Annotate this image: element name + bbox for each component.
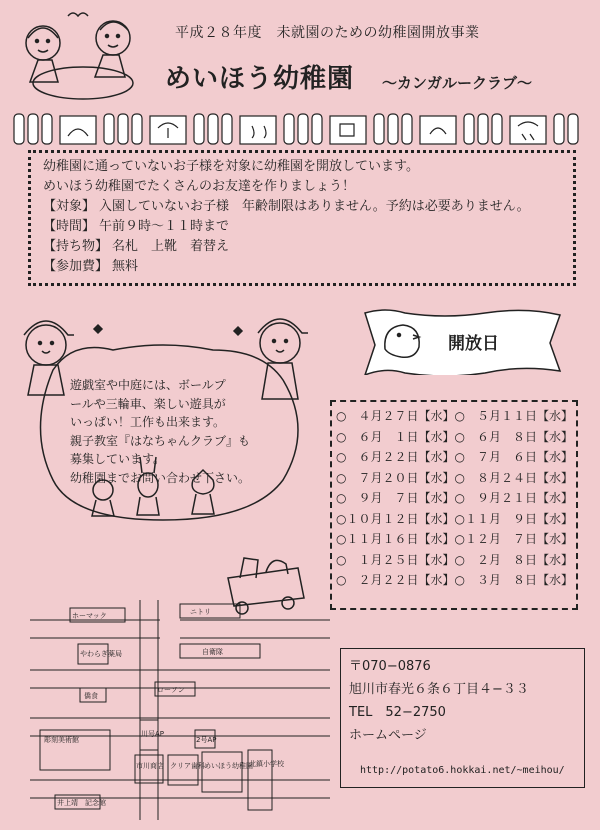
schedule-row bbox=[336, 406, 572, 427]
open-days-label: 開放日 bbox=[448, 334, 499, 354]
intro-line-2: めいほう幼稚園でたくさんのお友達を作りましょう！ bbox=[43, 179, 356, 194]
schedule-row bbox=[336, 550, 572, 571]
fee-value: 無料 bbox=[112, 259, 139, 274]
map-label: ニトリ bbox=[190, 608, 211, 616]
balloon-line: 遊戯室や中庭には、ボールプ bbox=[70, 378, 226, 392]
schedule-date: ○ ７月２０日【水】 bbox=[336, 470, 455, 485]
target-row bbox=[43, 197, 561, 217]
map-label: クリア歯科 bbox=[170, 762, 205, 770]
schedule-date: ○ ９月 ７日【水】 bbox=[336, 491, 455, 505]
postal-code: 〒070−0876 bbox=[349, 659, 431, 674]
map-label: 2号AP bbox=[196, 736, 217, 744]
map-label: やわらぎ薬局 bbox=[80, 650, 122, 658]
map-label: 井上靖 記念館 bbox=[57, 799, 106, 807]
map-label: 僑食 bbox=[84, 692, 98, 700]
map-label: ホーマック bbox=[72, 612, 107, 620]
schedule-date: ○ ４月２７日【水】 bbox=[336, 409, 455, 423]
schedule-row bbox=[336, 509, 572, 530]
schedule-date: ○ ２月 ８日【水】 bbox=[454, 552, 573, 567]
schedule-date: ○ ７月 ６日【水】 bbox=[454, 450, 573, 464]
balloon-line: いっぱい！工作も出来ます。 bbox=[70, 415, 226, 429]
street-address: 旭川市春光６条６丁目４−３３ bbox=[349, 682, 529, 697]
map-label: 自衛隊 bbox=[202, 648, 223, 656]
club-name: ～カンガルークラブ～ bbox=[382, 74, 533, 92]
fee-label: 【参加費】 bbox=[43, 259, 109, 274]
items-row bbox=[43, 237, 561, 257]
time-label: 【時間】 bbox=[43, 219, 96, 234]
schedule-row bbox=[336, 529, 572, 550]
items-value: 名札 上靴 着替え bbox=[112, 239, 230, 254]
homepage-label: ホームページ bbox=[349, 728, 427, 743]
schedule-date: ○ ８月２４日【水】 bbox=[454, 470, 573, 485]
schedule-date: ○１０月１２日【水】 bbox=[336, 511, 455, 526]
schedule-row bbox=[336, 468, 572, 489]
map-label: ローソン bbox=[157, 686, 185, 694]
intro-line-1: 幼稚園に通っていないお子様を対象に幼稚園を開放しています。 bbox=[43, 159, 419, 174]
schedule-date: ○ １月２５日【水】 bbox=[336, 552, 455, 567]
schedule-date: ○１１月１６日【水】 bbox=[336, 532, 455, 546]
info-box bbox=[28, 150, 576, 286]
map-label: 市川商店 bbox=[136, 762, 164, 770]
telephone: TEL 52−2750 bbox=[349, 705, 446, 720]
schedule-row bbox=[336, 447, 572, 468]
children-illustration bbox=[8, 8, 158, 100]
schedule-row bbox=[336, 427, 572, 448]
schedule-date: ○１１月 ９日【水】 bbox=[454, 511, 573, 526]
homepage-url[interactable]: http://potato6.hokkai.net/~meihou/ bbox=[360, 765, 565, 776]
items-label: 【持ち物】 bbox=[43, 239, 109, 254]
schedule-date: ○ ９月２１日【水】 bbox=[454, 491, 573, 505]
map-label: 北鎮小学校 bbox=[249, 760, 284, 768]
schedule-row bbox=[336, 488, 572, 509]
open-days-schedule bbox=[330, 400, 578, 610]
balloon-line: 幼稚園までお問い合わせ下さい。 bbox=[70, 470, 251, 485]
map-label: 川号AP bbox=[141, 730, 165, 738]
map-label: めいほう幼稚園 bbox=[204, 762, 253, 770]
page-subtitle: 平成２８年度 未就園のための幼稚園開放事業 bbox=[175, 25, 480, 41]
schedule-date: ○１２月 ７日【水】 bbox=[454, 532, 573, 546]
balloon-line: 募集しています。 bbox=[70, 452, 166, 466]
time-value: 午前９時～１１時まで bbox=[99, 219, 230, 234]
target-label: 【対象】 bbox=[43, 199, 96, 214]
balloon-line: 親子教室『はなちゃんクラブ』も bbox=[70, 433, 251, 448]
map-label: 彫刻美術館 bbox=[44, 736, 79, 744]
fee-row bbox=[43, 257, 561, 277]
target-value: 入園していないお子様 年齢制限はありません。予約は必要ありません。 bbox=[99, 199, 530, 214]
schedule-date: ○ ３月 ８日【水】 bbox=[454, 573, 573, 587]
access-map bbox=[30, 600, 330, 820]
balloon-line: ールや三輪車、楽しい遊具が bbox=[70, 396, 226, 411]
schedule-date: ○ ２月２２日【水】 bbox=[336, 573, 455, 587]
schedule-row bbox=[336, 570, 572, 591]
page-title: めいほう幼稚園 bbox=[165, 64, 355, 94]
schedule-date: ○ ６月 ８日【水】 bbox=[454, 429, 573, 444]
time-row bbox=[43, 217, 561, 237]
schedule-date: ○ ５月１１日【水】 bbox=[454, 409, 573, 423]
decorative-border-row bbox=[12, 110, 588, 148]
schedule-date: ○ ６月２２日【水】 bbox=[336, 450, 455, 464]
balloon-text bbox=[70, 376, 270, 487]
schedule-date: ○ ６月 １日【水】 bbox=[336, 429, 455, 444]
